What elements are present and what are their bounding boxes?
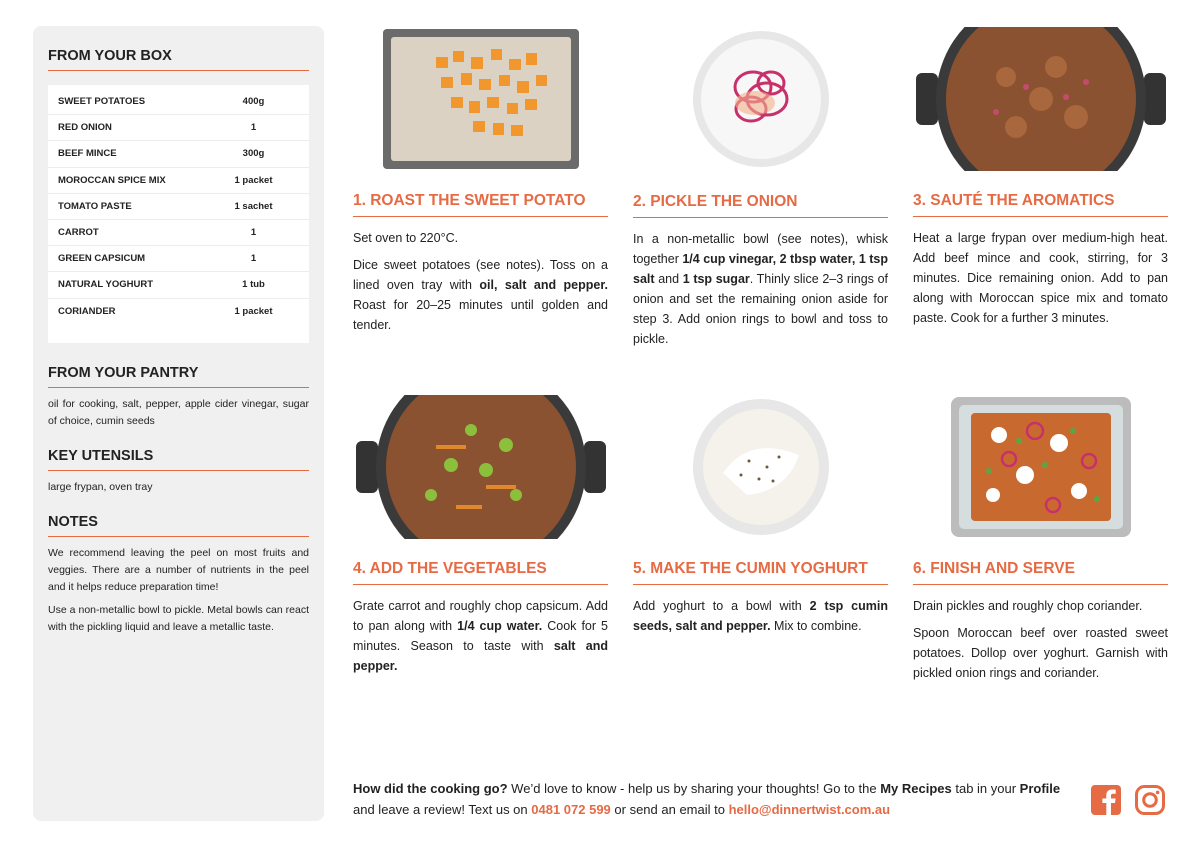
- table-row: [48, 272, 309, 298]
- step-paragraph: [913, 623, 1168, 683]
- ingredient-name: RED ONION: [58, 122, 112, 134]
- table-row: [48, 246, 309, 272]
- pantry-text: oil for cooking, salt, pepper, apple cider vinegar, sugar of choice, cumin seeds: [48, 397, 309, 427]
- text-run: . Thinly slice 2–3 rings of onion and set the remaining onion aside for step 3. Add onion rings to bowl and toss to pickle.: [633, 272, 888, 346]
- feedback-footer: [353, 778, 1073, 820]
- text-run: salt and pepper.: [353, 639, 608, 673]
- box-ingredients-table: [48, 85, 309, 343]
- step-paragraph: [633, 596, 888, 636]
- step-paragraph: [353, 255, 608, 335]
- ingredient-qty: 1: [250, 253, 257, 265]
- text-run: Add yoghurt to a bowl with: [633, 599, 810, 613]
- table-row: [48, 220, 309, 246]
- step-paragraph: [913, 228, 1168, 328]
- utensils-text: large frypan, oven tray: [48, 480, 153, 493]
- finished-dish-tray-image: [913, 394, 1168, 539]
- text-run: How did the cooking go?: [353, 781, 508, 796]
- step-body: [633, 596, 888, 636]
- ingredient-name: SWEET POTATOES: [58, 96, 146, 108]
- text-run: or send an email to: [610, 802, 729, 817]
- note-text: Use a non-metallic bowl to pickle. Metal bowls can react with the pickling liquid and leave a metallic taste.: [48, 603, 309, 633]
- contact-link[interactable]: hello@dinnertwist.com.au: [728, 802, 891, 817]
- ingredient-name: BEEF MINCE: [58, 148, 117, 160]
- step-body: [353, 228, 608, 335]
- text-run: Cook for 5 minutes. Season to taste with: [353, 619, 608, 653]
- table-row: [48, 299, 309, 325]
- table-row: [48, 194, 309, 220]
- pickled-onion-bowl-image: [633, 26, 888, 171]
- ingredient-qty: 1: [250, 227, 257, 239]
- vegetables-frypan-image: [353, 394, 608, 539]
- social-links: [1090, 784, 1166, 821]
- ingredient-name: TOMATO PASTE: [58, 200, 132, 212]
- box-title: FROM YOUR BOX: [48, 26, 309, 71]
- table-row: [48, 89, 309, 115]
- ingredients-sidebar: [33, 26, 324, 821]
- instagram-icon[interactable]: [1134, 784, 1166, 821]
- table-row: [48, 141, 309, 167]
- cumin-yoghurt-bowl-image: [633, 394, 888, 539]
- text-run: 1/4 cup water.: [457, 619, 543, 633]
- text-run: Dice sweet potatoes (see notes). Toss on a lined oven tray with: [353, 258, 608, 292]
- step-title: 1. ROAST THE SWEET POTATO: [353, 192, 608, 217]
- ingredient-qty: 1: [250, 122, 257, 134]
- ingredient-qty: 1 packet: [234, 174, 273, 186]
- text-run: Profile: [1019, 781, 1061, 796]
- step-body: [633, 229, 888, 349]
- text-run: Mix to combine.: [770, 619, 862, 633]
- step-title: 3. SAUTÉ THE AROMATICS: [913, 192, 1168, 217]
- table-row: [48, 168, 309, 194]
- step-paragraph: [353, 596, 608, 676]
- ingredient-name: CARROT: [58, 227, 99, 239]
- ingredient-qty: 1 tub: [242, 279, 265, 291]
- beef-mince-frypan-image: [913, 26, 1168, 171]
- ingredient-name: GREEN CAPSICUM: [58, 253, 146, 265]
- step-title: 2. PICKLE THE ONION: [633, 193, 888, 218]
- ingredient-name: MOROCCAN SPICE MIX: [58, 174, 166, 186]
- text-run: and: [654, 272, 683, 286]
- step-title: 4. ADD THE VEGETABLES: [353, 560, 608, 585]
- note-text: We recommend leaving the peel on most fruits and veggies. There are a number of nutrients in the peel and it helps reduce preparation time!: [48, 546, 309, 593]
- table-row: [48, 115, 309, 141]
- text-run: Grate carrot and roughly chop capsicum. Add to pan along with: [353, 599, 608, 633]
- text-run: We’d love to know - help us by sharing your thoughts! Go to the: [507, 781, 881, 796]
- ingredient-name: CORIANDER: [58, 306, 116, 318]
- step-body: [913, 228, 1168, 328]
- ingredient-name: NATURAL YOGHURT: [58, 279, 153, 291]
- ingredient-qty: 1 sachet: [234, 200, 273, 212]
- step-body: [913, 596, 1168, 683]
- text-run: Drain pickles and roughly chop coriander.: [913, 599, 1143, 613]
- contact-link[interactable]: 0481 072 599: [531, 802, 611, 817]
- text-run: oil, salt and pepper.: [479, 278, 608, 292]
- text-run: tab in your: [951, 781, 1020, 796]
- text-run: 2 tsp cumin seeds, salt and pepper.: [633, 599, 888, 633]
- notes-title: NOTES: [48, 514, 309, 537]
- text-run: 1 tsp sugar: [682, 272, 750, 286]
- text-run: Set oven to 220°C.: [353, 231, 459, 245]
- text-run: and leave a review! Text us on: [353, 802, 532, 817]
- step-body: [353, 596, 608, 676]
- text-run: In a non-metallic bowl (see notes), whisk together: [633, 232, 888, 266]
- ingredient-qty: 1 packet: [234, 306, 273, 318]
- step-title: 6. FINISH AND SERVE: [913, 560, 1168, 585]
- text-run: Spoon Moroccan beef over roasted sweet potatoes. Dollop over yoghurt. Garnish with pickled onion rings and coriander.: [913, 626, 1168, 680]
- pantry-title: FROM YOUR PANTRY: [48, 365, 309, 388]
- step-paragraph: [633, 229, 888, 349]
- text-run: My Recipes: [880, 781, 952, 796]
- text-run: 1/4 cup vinegar, 2 tbsp water, 1 tsp salt: [633, 252, 888, 286]
- utensils-title: KEY UTENSILS: [48, 448, 309, 471]
- ingredient-qty: 400g: [242, 96, 265, 108]
- text-run: Roast for 20–25 minutes until golden and tender.: [353, 298, 608, 332]
- step-paragraph: [353, 228, 608, 248]
- step-title: 5. MAKE THE CUMIN YOGHURT: [633, 560, 888, 585]
- roasted-sweet-potato-tray-image: [353, 26, 608, 171]
- facebook-icon[interactable]: [1090, 784, 1122, 821]
- text-run: Heat a large frypan over medium-high heat. Add beef mince and cook, stirring, for 3 minutes. Dice remaining onion. Add to pan along with Moroccan spice mix and tomato paste. Cook for a further 3 minutes.: [913, 231, 1168, 325]
- ingredient-qty: 300g: [242, 148, 265, 160]
- step-paragraph: [913, 596, 1168, 616]
